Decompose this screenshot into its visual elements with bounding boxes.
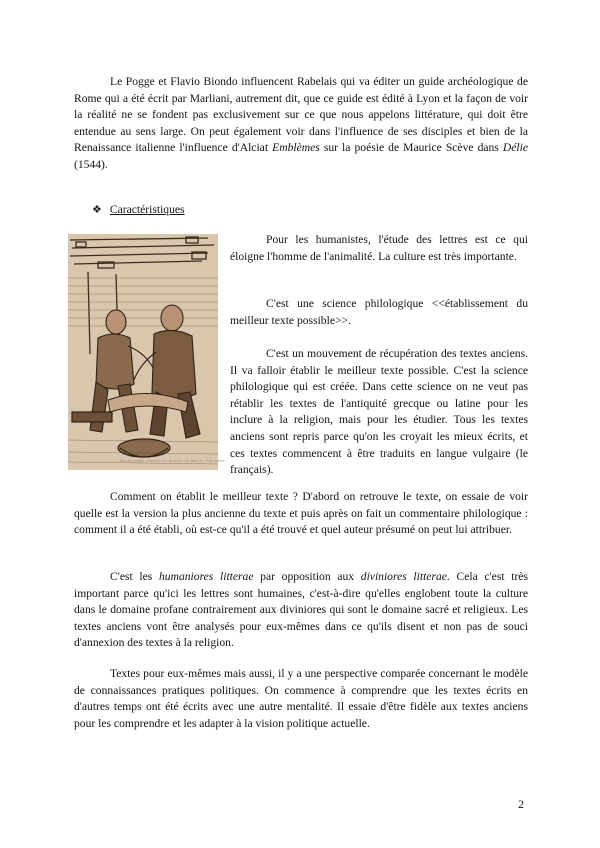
- paragraph-humaniores-start: C'est les: [110, 570, 159, 583]
- term-humaniores: humaniores litterae: [158, 570, 254, 583]
- figure-caption: Un chirurgien, d'après une gravure sur bois du XVIe siècle: [120, 459, 225, 463]
- section-heading-text: Caractéristiques: [109, 203, 185, 216]
- paragraph-humaniores-mid: par opposition aux: [253, 570, 361, 583]
- title-emblemes: Emblèmes: [272, 141, 320, 155]
- paragraph-intro-text-end: (1544).: [74, 157, 108, 171]
- paragraph-side-2: C'est une science philologique <<établissement du meilleur texte possible>>.: [230, 297, 528, 327]
- paragraph-side-1: Pour les humanistes, l'étude des lettres est ce qui éloigne l'homme de l'animalité. La culture est très importante.: [230, 233, 528, 263]
- paragraph-comparative: Textes pour eux-mêmes mais aussi, il y a une perspective comparée concernant le modèle de connaissances pratiques politiques. On commence à comprendre que les textes écrits en d'autres temps ont été écrits avec une autre mentalité. Il essaie d'être fidèle aux textes anciens pour les comprendre et les adapter à la vision politique actuelle.: [74, 667, 528, 730]
- paragraph-intro: [74, 74, 528, 174]
- term-diviniores: diviniores litterae: [360, 570, 447, 583]
- paragraph-side-3: C'est un mouvement de récupération des textes anciens. Il va falloir établir le meilleur texte possible. C'est la science philologique qui est créée. Dans cette science on ne veut pas rétablir les textes de l'antiquité grecque ou latine pour les inclure à la religion, mais pour les étudier. Tous les textes anciens sont repris parce qu'on les croyait les mieux écrits, et ces textes commencent à être traduits en langue vulgaire (le français).: [230, 347, 528, 477]
- engraving-image: [68, 234, 225, 470]
- title-delie: Délie: [502, 141, 528, 155]
- paragraph-humaniores: [74, 569, 528, 652]
- section-heading: [92, 202, 185, 219]
- engraving-illustration: [68, 234, 225, 470]
- paragraph-humaniores-end: . Cela c'est très important parce qu'ici les lettres sont humaines, c'est-à-dire qu'elles englobent toute la culture dans le domaine profane contrairement aux diviniores qui sont le domaine sacré et religieux. Les textes anciens vont être analysés pour eux-mêmes dans ce qu'ils disent et non pas de souci d'annexion des textes à la religion.: [74, 570, 528, 650]
- diamond-bullet-icon: ❖: [92, 204, 102, 216]
- paragraph-intro-text-mid: sur la poésie de Maurice Scève dans: [319, 141, 503, 155]
- paragraph-method: Comment on établit le meilleur texte ? D'abord on retrouve le texte, on essaie de voir quelle est la version la plus ancienne du texte et puis après on fait un commentaire philologique : comment il a été établi, où est-ce qu'il a été trouvé et quel auteur présumé on peut lui attribuer.: [74, 490, 528, 537]
- paragraph-intro-text: Le Pogge et Flavio Biondo influencent Rabelais qui va éditer un guide archéologique de Rome qui a été écrit par Marliani, autrement dit, que ce guide est édité à Lyon et la façon de voir la réalité ne se fondent pas exclusivement sur ce que nous appelons littérature, qui doit être entendue au sens large. On peut également voir dans l'influence de ses disciples et bien de la Renaissance italienne l'influence d'Alciat: [74, 75, 528, 155]
- page-number: 2: [518, 797, 524, 811]
